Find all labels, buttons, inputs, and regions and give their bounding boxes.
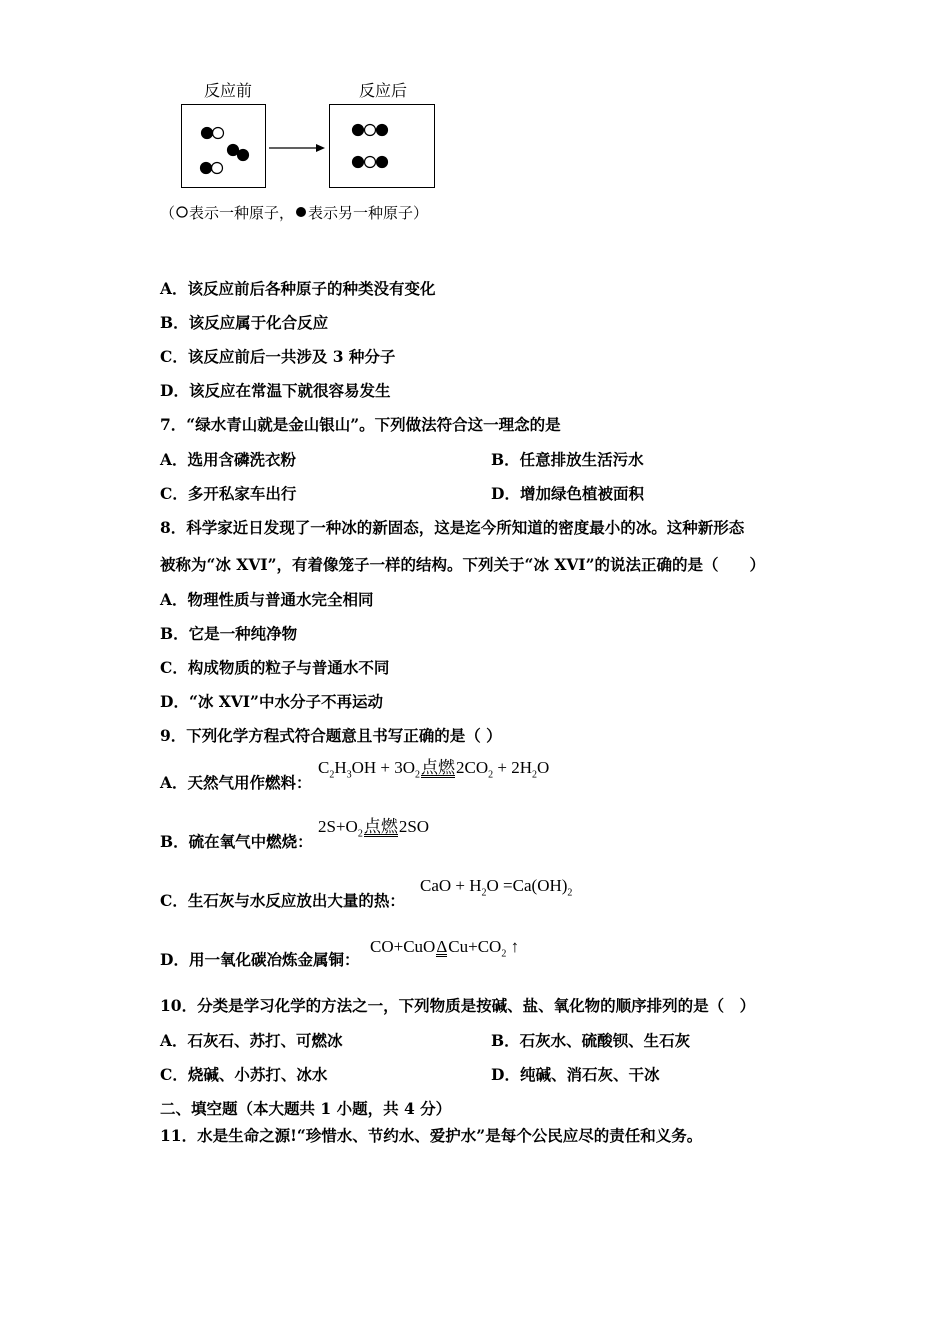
q11-stem: 11．水是生命之源!“珍惜水、节约水、爱护水”是每个公民应尽的责任和义务。 — [160, 1126, 703, 1145]
q9-equation-c: CaO + $H_2O =Ca(OH)_2$ — [420, 876, 573, 899]
before-label: 反应前 — [204, 81, 253, 100]
after-label: 反应后 — [359, 81, 408, 100]
q9-equation-a: $C_2H_3OH + 3O_2$点燃$2CO_2 + 2H_2O$ — [318, 758, 550, 781]
white-atom — [212, 163, 223, 174]
q7-option-d: D．增加绿色植被面积 — [491, 484, 644, 503]
white-atom-icon — [175, 205, 189, 219]
black-atom — [353, 125, 364, 136]
q10-stem: 10．分类是学习化学的方法之一，下列物质是按碱、盐、氧化物的顺序排列的是（ ） — [160, 996, 756, 1015]
q9-stem: 9．下列化学方程式符合题意且书写正确的是（ ） — [160, 726, 502, 745]
white-atom — [213, 128, 224, 139]
black-atom — [377, 157, 388, 168]
white-atom — [365, 125, 376, 136]
q6-option-a: A．该反应前后各种原子的种类没有变化 — [160, 279, 436, 298]
q8-stem-line2: 被称为“冰 XVI”，有着像笼子一样的结构。下列关于“冰 XVI”的说法正确的是（ ） — [160, 555, 766, 574]
q10-option-a: A．石灰石、苏打、可燃冰 — [160, 1031, 343, 1050]
q8-option-a: A．物理性质与普通水完全相同 — [160, 590, 374, 609]
reaction-condition: 点燃 — [363, 817, 398, 836]
reaction-condition: Δ — [436, 937, 448, 956]
black-atom — [377, 125, 388, 136]
q9-option-c-label: C．生石灰与水反应放出大量的热： — [160, 891, 405, 910]
black-atom — [353, 157, 364, 168]
q7-option-a: A．选用含磷洗衣粉 — [160, 450, 297, 469]
reaction-condition: 点燃 — [421, 758, 456, 777]
reaction-diagram-atoms — [0, 0, 950, 240]
q9-option-b-label: B．硫在氧气中燃烧： — [160, 832, 313, 851]
q9-option-d-label: D．用一氧化碳冶炼金属铜： — [160, 950, 360, 969]
black-atom-icon — [294, 205, 308, 219]
q9-equation-d: $CO+CuO\Delta Cu+CO_2$ ↑ — [370, 937, 520, 960]
q6-option-d: D．该反应在常温下就很容易发生 — [160, 381, 391, 400]
reaction-arrow — [269, 144, 325, 152]
black-atom — [202, 128, 213, 139]
q8-option-b: B．它是一种纯净物 — [160, 624, 298, 643]
q9-option-a-label: A．天然气用作燃料： — [160, 773, 312, 792]
black-atom — [228, 145, 239, 156]
q6-option-b: B．该反应属于化合反应 — [160, 313, 329, 332]
q9-equation-b: $2S+O_2$点燃2SO — [318, 817, 430, 840]
q8-option-d: D．“冰 XVI”中水分子不再运动 — [160, 692, 383, 711]
q7-option-c: C．多开私家车出行 — [160, 484, 297, 503]
q10-option-c: C．烧碱、小苏打、冰水 — [160, 1065, 328, 1084]
q10-option-d: D．纯碱、消石灰、干冰 — [491, 1065, 660, 1084]
q8-stem-line1: 8．科学家近日发现了一种冰的新固态，这是迄今所知道的密度最小的冰。这种新形态 — [160, 518, 745, 537]
q10-option-b: B．石灰水、硫酸钡、生石灰 — [491, 1031, 691, 1050]
atom-legend: （ 表示一种原子， 表示另一种原子） — [160, 204, 429, 222]
black-atom — [238, 150, 249, 161]
q7-option-b: B．任意排放生活污水 — [491, 450, 644, 469]
black-atom — [201, 163, 212, 174]
q8-option-c: C．构成物质的粒子与普通水不同 — [160, 658, 390, 677]
section-heading: 二、填空题（本大题共 1 小题，共 4 分） — [160, 1099, 452, 1118]
q6-option-c: C．该反应前后一共涉及 3 种分子 — [160, 347, 396, 366]
white-atom — [365, 157, 376, 168]
q7-stem: 7．“绿水青山就是金山银山”。下列做法符合这一理念的是 — [160, 415, 561, 434]
